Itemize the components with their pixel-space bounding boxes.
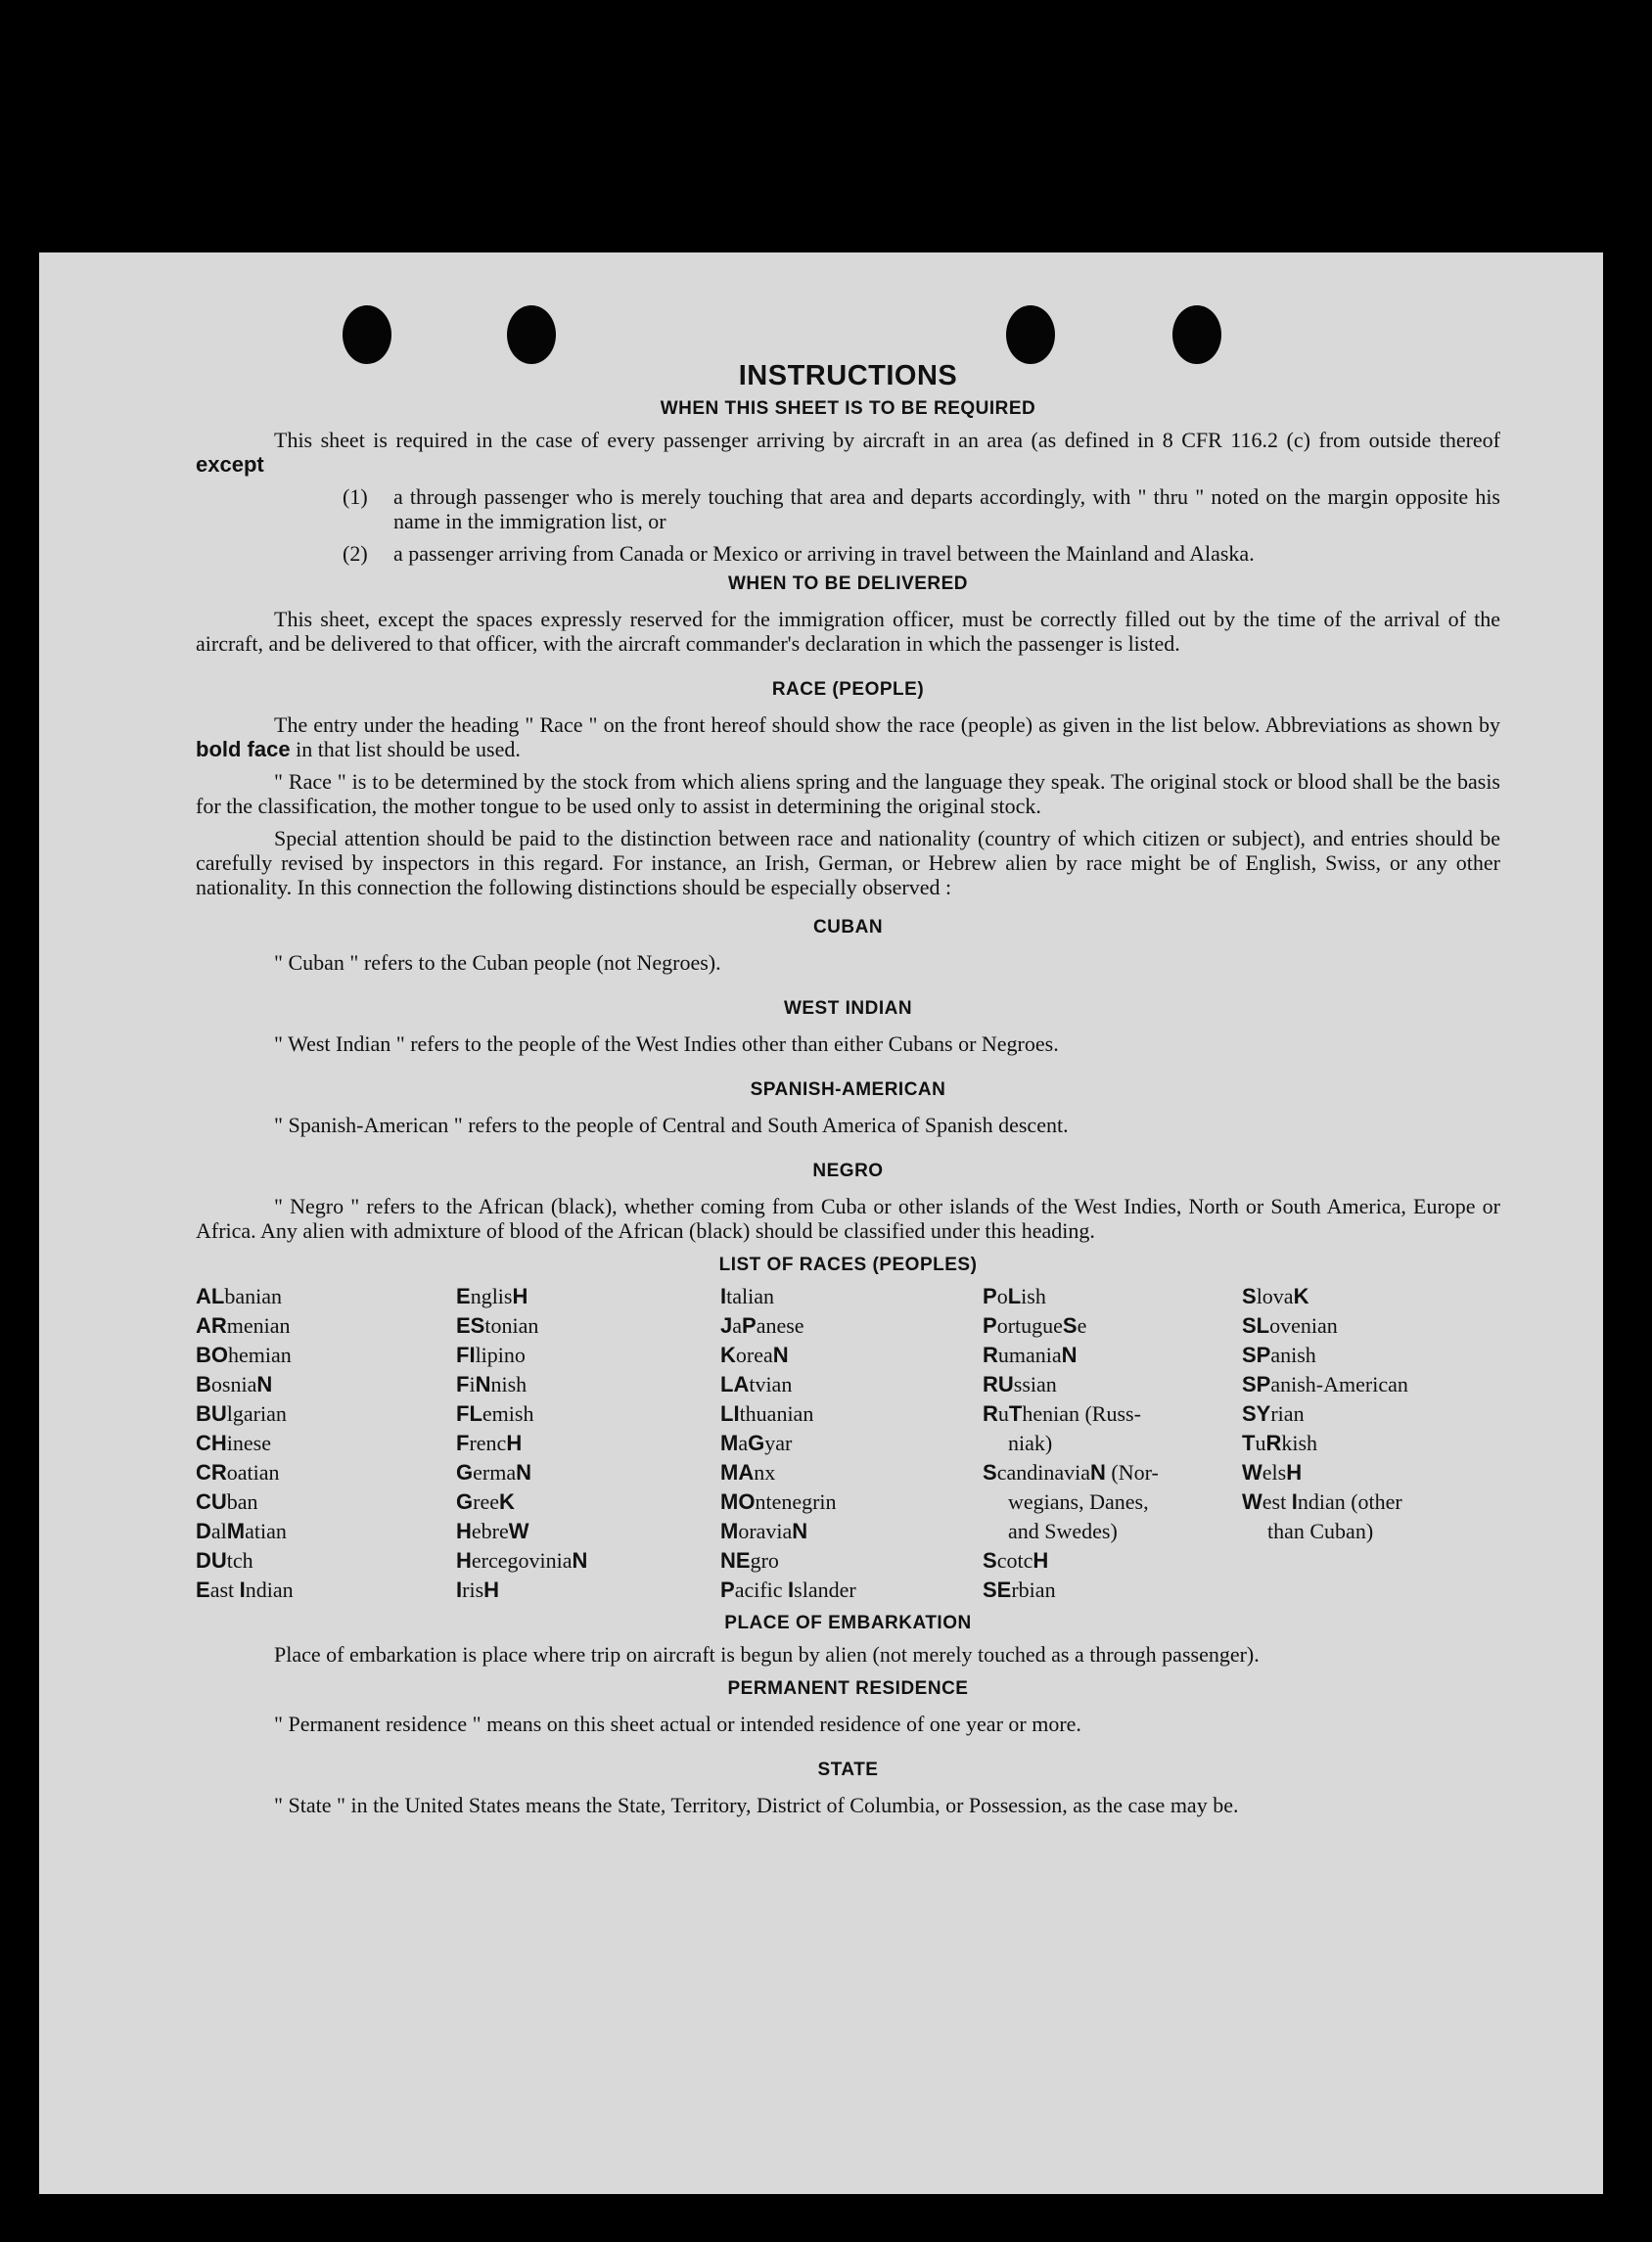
negro-text: " Negro " refers to the African (black), whether coming from Cuba or other islands of the West Indies, North or South America, Europe or Africa. Any alien with admixture of blood of the African (black) should be classified under this heading. — [196, 1194, 1500, 1243]
race-entry: GreeK — [456, 1489, 515, 1514]
required-intro: This sheet is required in the case of every passenger arriving by aircraft in an area (as defined in 8 CFR 116.2 (c) from outside thereof except — [196, 428, 1500, 477]
race-paragraph-2: " Race " is to be determined by the stock from which aliens spring and the language they speak. The original stock or blood shall be the basis for the classification, the mother tongue to be used only to assist in determining the original stock. — [196, 769, 1500, 818]
race-entry: SlovaK — [1242, 1284, 1309, 1308]
spanish-american-text: " Spanish-American " refers to the people of Central and South America of Spanish descent. — [274, 1113, 1069, 1137]
race-entry: FIlipino — [456, 1343, 526, 1367]
embarkation-text: Place of embarkation is place where trip on aircraft is begun by alien (not merely touched as a through passenger). — [274, 1642, 1260, 1667]
race-entry: Italian — [720, 1284, 774, 1308]
race-entry: EStonian — [456, 1313, 539, 1338]
race-entry: CRoatian — [196, 1460, 280, 1485]
race-entry: FLemish — [456, 1401, 534, 1426]
race-entry: LIthuanian — [720, 1401, 814, 1426]
race-entry: CUban — [196, 1489, 258, 1514]
heading-negro: NEGRO — [812, 1161, 884, 1181]
race-entry: KoreaN — [720, 1343, 789, 1367]
heading-cuban: CUBAN — [812, 917, 884, 938]
race-entry: WelsH — [1242, 1460, 1303, 1485]
race-entry: East Indian — [196, 1578, 294, 1602]
race-paragraph-3: Special attention should be paid to the distinction between race and nationality (country of which citizen or subject), and entries should be carefully revised by inspectors in this regard. For instance, an Irish, German, or Hebrew alien by race might be of English, Swiss, or any other nationality. In this connection the following distinctions should be especially observed : — [196, 826, 1500, 899]
heading-spanish-american: SPANISH-AMERICAN — [750, 1079, 946, 1100]
race-entry: FiNnish — [456, 1372, 528, 1396]
document-sheet — [39, 252, 1603, 2194]
race-entry: ScotcH — [983, 1548, 1049, 1573]
heading-west-indian: WEST INDIAN — [783, 998, 913, 1019]
race-entry: NEgro — [720, 1548, 779, 1573]
required-item: (2) a passenger arriving from Canada or Mexico or arriving in travel between the Mainland and Alaska. — [343, 541, 1255, 566]
race-entry: SPanish-American — [1242, 1372, 1408, 1396]
required-item: (1) a through passenger who is merely touching that area and departs accordingly, with " thru " noted on the margin opposite his name in the immigration list, or — [343, 484, 1500, 533]
race-entry: MoraviaN — [720, 1519, 808, 1543]
race-entry: HercegoviniaN — [456, 1548, 588, 1573]
race-entry: SPanish — [1242, 1343, 1316, 1367]
race-entry: wegians, Danes, — [1008, 1489, 1149, 1514]
delivered-text: This sheet, except the spaces expressly reserved for the immigration officer, must be correctly filled out by the time of the arrival of the aircraft, and be delivered to that officer, with the aircraft commander's declaration in which the passenger is listed. — [196, 607, 1500, 656]
state-text: " State " in the United States means the State, Territory, District of Columbia, or Possession, as the case may be. — [274, 1793, 1239, 1817]
race-entry: PoLish — [983, 1284, 1046, 1308]
race-entry: HebreW — [456, 1519, 529, 1543]
race-entry: BosniaN — [196, 1372, 273, 1396]
race-paragraph-1: The entry under the heading " Race " on the front hereof should show the race (people) as given in the list below. Abbreviations as shown by bold face in that list should be used. — [196, 712, 1500, 761]
residence-text: " Permanent residence " means on this sheet actual or intended residence of one year or more. — [274, 1712, 1081, 1736]
race-entry: and Swedes) — [1008, 1519, 1118, 1543]
races-column — [720, 1282, 983, 1605]
race-entry: RumaniaN — [983, 1343, 1078, 1367]
race-entry: RUssian — [983, 1372, 1057, 1396]
instructions-content — [196, 360, 1500, 1817]
race-entry: SLovenian — [1242, 1313, 1338, 1338]
race-entry: BOhemian — [196, 1343, 292, 1367]
races-column — [456, 1282, 720, 1605]
race-entry: ScandinaviaN (Nor- — [983, 1460, 1159, 1485]
race-entry: EnglisH — [456, 1284, 528, 1308]
race-entry: West Indian (other — [1242, 1489, 1402, 1514]
page-title: INSTRUCTIONS — [738, 360, 958, 391]
race-entry: JaPanese — [720, 1313, 804, 1338]
races-list — [196, 1282, 1500, 1605]
race-entry: TuRkish — [1242, 1431, 1318, 1455]
race-entry: MaGyar — [720, 1431, 793, 1455]
race-entry: LAtvian — [720, 1372, 793, 1396]
punch-hole — [1172, 305, 1221, 364]
race-entry: SYrian — [1242, 1401, 1305, 1426]
race-entry: ARmenian — [196, 1313, 291, 1338]
punch-hole — [343, 305, 391, 364]
race-entry: MOntenegrin — [720, 1489, 837, 1514]
race-entry: BUlgarian — [196, 1401, 287, 1426]
race-entry: RuThenian (Russ- — [983, 1401, 1141, 1426]
races-column — [983, 1282, 1242, 1605]
race-entry: PortugueSe — [983, 1313, 1087, 1338]
heading-list-of-races: LIST OF RACES (PEOPLES) — [718, 1255, 978, 1275]
race-entry: MAnx — [720, 1460, 776, 1485]
race-entry: CHinese — [196, 1431, 271, 1455]
races-column — [1242, 1282, 1500, 1605]
cuban-text: " Cuban " refers to the Cuban people (not Negroes). — [274, 950, 721, 975]
heading-required: WHEN THIS SHEET IS TO BE REQUIRED — [660, 398, 1036, 419]
race-entry: IrisH — [456, 1578, 500, 1602]
heading-state: STATE — [817, 1760, 879, 1780]
punch-hole — [507, 305, 556, 364]
race-entry: niak) — [1008, 1431, 1053, 1455]
race-entry: GermaN — [456, 1460, 531, 1485]
race-entry: DUtch — [196, 1548, 253, 1573]
heading-delivered: WHEN TO BE DELIVERED — [727, 573, 969, 594]
race-entry: FrencH — [456, 1431, 523, 1455]
race-entry: Pacific Islander — [720, 1578, 856, 1602]
race-entry: DalMatian — [196, 1519, 287, 1543]
races-column — [196, 1282, 456, 1605]
punch-hole — [1006, 305, 1055, 364]
race-entry: ALbanian — [196, 1284, 282, 1308]
west-indian-text: " West Indian " refers to the people of the West Indies other than either Cubans or Negroes. — [274, 1031, 1059, 1056]
race-entry: than Cuban) — [1267, 1519, 1374, 1543]
heading-embarkation: PLACE OF EMBARKATION — [724, 1613, 972, 1633]
heading-race: RACE (PEOPLE) — [771, 679, 925, 700]
required-intro-bold: except — [196, 452, 264, 477]
race-entry: SErbian — [983, 1578, 1056, 1602]
heading-permanent-residence: PERMANENT RESIDENCE — [727, 1678, 969, 1699]
